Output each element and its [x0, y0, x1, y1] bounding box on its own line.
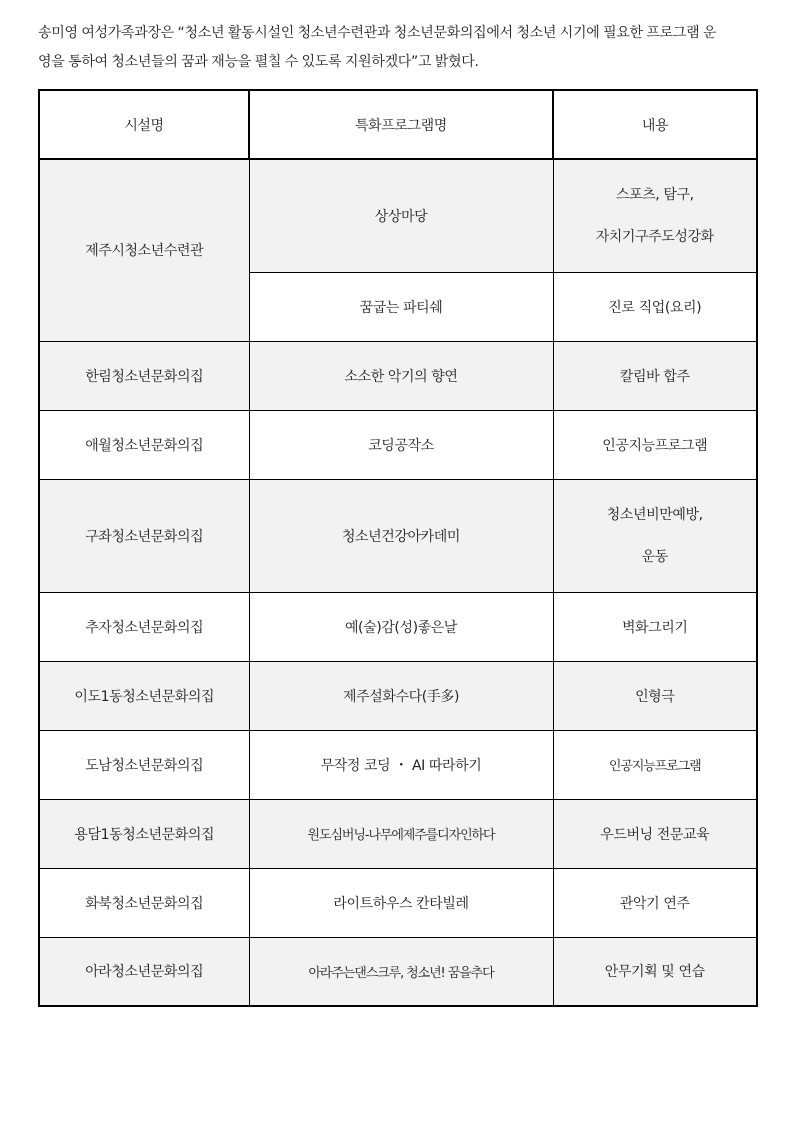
program-table: [38, 89, 758, 1007]
table-row: [39, 868, 757, 937]
table-row: [39, 661, 757, 730]
program-cell: 원도심버닝-나무에제주를디자인하다: [249, 799, 553, 868]
program-cell: 예(술)감(성)좋은날: [249, 592, 553, 661]
facility-cell: 아라청소년문화의집: [39, 937, 249, 1006]
facility-cell: 도남청소년문화의집: [39, 730, 249, 799]
table-row: [39, 410, 757, 479]
program-cell: 무작정 코딩 ・ AI 따라하기: [249, 730, 553, 799]
facility-cell: 추자청소년문화의집: [39, 592, 249, 661]
program-cell: 청소년건강아카데미: [249, 479, 553, 592]
program-cell: 코딩공작소: [249, 410, 553, 479]
intro-paragraph: [38, 19, 760, 77]
program-cell: 제주설화수다(手多): [249, 661, 553, 730]
content-cell: 인형극: [553, 661, 757, 730]
program-cell: 상상마당: [249, 159, 553, 272]
header-facility: 시설명: [39, 90, 249, 159]
content-cell: 인공지능프로그램: [553, 730, 757, 799]
facility-cell: 용담1동청소년문화의집: [39, 799, 249, 868]
intro-line-1: 송미영 여성가족과장은 “청소년 활동시설인 청소년수련관과 청소년문화의집에서 청소년 시기에 필요한 프로그램 운: [38, 25, 717, 41]
content-cell: 안무기획 및 연습: [553, 937, 757, 1006]
content-cell: 우드버닝 전문교육: [553, 799, 757, 868]
header-program: 특화프로그램명: [249, 90, 553, 159]
content-line: 스포츠, 탐구,: [615, 186, 694, 203]
program-cell: 꿈굽는 파티쉐: [249, 272, 553, 341]
table-row: [39, 159, 757, 272]
facility-cell: 이도1동청소년문화의집: [39, 661, 249, 730]
content-line: 청소년비만예방,: [606, 506, 703, 523]
program-cell: 라이트하우스 칸타빌레: [249, 868, 553, 937]
facility-cell: 제주시청소년수련관: [39, 159, 249, 341]
content-cell: 인공지능프로그램: [553, 410, 757, 479]
table-row: [39, 341, 757, 410]
table-row: [39, 592, 757, 661]
table-row: [39, 479, 757, 592]
facility-cell: 애월청소년문화의집: [39, 410, 249, 479]
facility-cell: 한림청소년문화의집: [39, 341, 249, 410]
header-content: 내용: [553, 90, 757, 159]
table-row: [39, 730, 757, 799]
content-cell: 칼림바 합주: [553, 341, 757, 410]
program-cell: 아라주는댄스크루, 청소년! 꿈을추다: [249, 937, 553, 1006]
content-line: 운동: [641, 548, 668, 565]
table-header-row: [39, 90, 757, 159]
table-row: [39, 937, 757, 1006]
program-cell: 소소한 악기의 향연: [249, 341, 553, 410]
content-cell: 진로 직업(요리): [553, 272, 757, 341]
facility-cell: 화북청소년문화의집: [39, 868, 249, 937]
facility-cell: 구좌청소년문화의집: [39, 479, 249, 592]
content-cell: 관악기 연주: [553, 868, 757, 937]
content-cell: [553, 159, 757, 272]
table-row: [39, 799, 757, 868]
content-cell: [553, 479, 757, 592]
intro-line-2: 영을 통하여 청소년들의 꿈과 재능을 펼칠 수 있도록 지원하겠다”고 밝혔다.: [38, 54, 479, 70]
content-cell: 벽화그리기: [553, 592, 757, 661]
content-line: 자치기구주도성강화: [595, 228, 714, 245]
